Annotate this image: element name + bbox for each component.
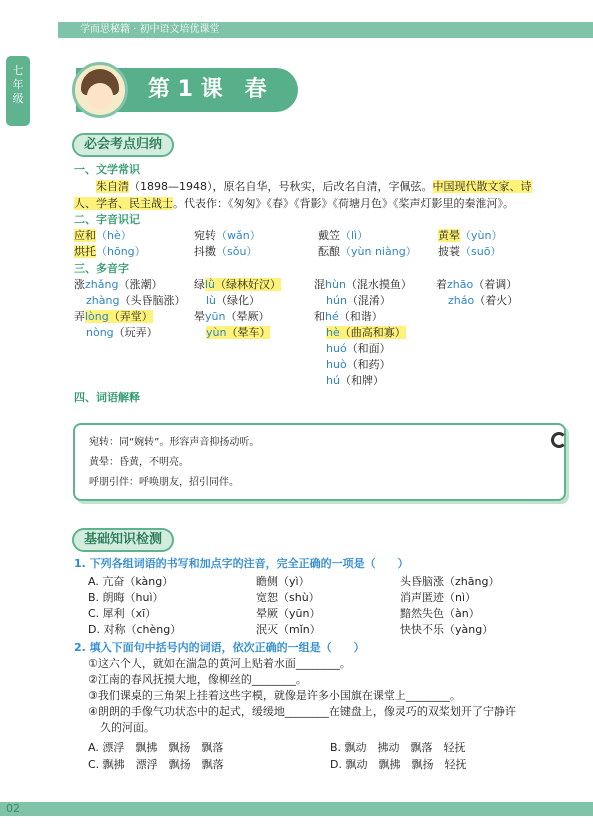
polyphone-word: （涨潮） [118, 278, 163, 291]
polyphone-char: 着 [436, 278, 447, 291]
option-cell: D. 对称（chèng） [88, 623, 182, 636]
polyphone-item [314, 341, 391, 356]
lit-text-1: （1898—1948），原名自华，号秋实，后改名自清，字佩弦。 [129, 180, 433, 193]
page-number: 02 [6, 802, 20, 815]
polyphone-word: （头昏脑涨） [119, 294, 186, 307]
polyphone-reading [206, 294, 260, 307]
lit-highlight-2: 人、学者、民主战士 [74, 197, 173, 210]
polyphone-item [314, 293, 391, 308]
polyphone-item [74, 325, 158, 340]
polyphone-reading [325, 310, 383, 323]
pron-pinyin: （hōng） [96, 245, 146, 258]
girl-avatar-icon [72, 62, 128, 118]
polyphone-reading [326, 342, 391, 355]
polyphone-pinyin: zhàng [86, 294, 120, 307]
pron-word: 应和 [74, 229, 96, 242]
definition-3: 呼朋引伴：呼唤朋友，招引同伴。 [89, 477, 239, 488]
polyphone-reading [326, 374, 384, 387]
polyphone-char: 绿 [194, 278, 205, 291]
polyphone-reading [85, 310, 153, 323]
answer-option: B. 飘动 拂动 飘落 轻抚 [330, 741, 466, 754]
answer-option: C. 飘拂 漂浮 飘扬 飘落 [88, 758, 224, 771]
polyphone-word: （晕车） [226, 326, 271, 339]
polyphone-pinyin: yūn [205, 310, 226, 323]
pron-item [194, 228, 261, 243]
option-cell: 黯然失色（àn） [400, 607, 480, 620]
polyphone-word: （着火） [474, 294, 519, 307]
option-cell: C. 犀利（xī） [88, 607, 157, 620]
polyphone-word: （混水摸鱼） [345, 278, 412, 291]
vocab-definition-box [73, 423, 566, 501]
polyphone-reading [326, 358, 391, 371]
polyphone-pinyin: lù [206, 294, 217, 307]
pron-pinyin: （yùn niàng） [340, 245, 417, 258]
polyphone-reading [447, 278, 517, 291]
author-name: 朱自清 [96, 180, 129, 193]
question-2-sentence-4-cont: 久的河面。 [100, 721, 155, 734]
polyphone-pinyin: zháo [448, 294, 475, 307]
pron-word: 披蓑 [438, 245, 460, 258]
polyphone-reading [86, 294, 185, 307]
pron-item [194, 244, 257, 259]
question-2-sentence-3: ③我们课桌的三角架上挂着这些字模，就像是许多小国旗在课堂上________。 [88, 689, 461, 702]
question-2-sentence-4: ④朗朗的手像气功状态中的起式，缓缓地________在键盘上，像灵巧的双桨划开了宁静许 [88, 705, 516, 718]
polyphone-item [314, 277, 412, 292]
lit-line-2 [74, 196, 514, 211]
option-cell: 晕厥（yūn） [256, 607, 321, 620]
pron-item [74, 244, 146, 259]
polyphone-reading [326, 326, 406, 339]
grade-char: 七 [12, 64, 24, 77]
polyphone-char: 和 [314, 310, 325, 323]
polyphone-item [194, 309, 269, 324]
answer-option: D. 飘动 飘拂 飘扬 轻抚 [330, 758, 467, 771]
polyphone-item [436, 277, 517, 292]
answer-option: A. 漂浮 飘拂 飘扬 飘落 [88, 741, 224, 754]
pron-word: 酝酿 [318, 245, 340, 258]
polyphone-reading [205, 310, 269, 323]
polyphone-word: （和药） [346, 358, 391, 371]
option-cell: 泯灭（mǐn） [256, 623, 321, 636]
lit-highlight-1: 中国现代散文家、诗 [432, 180, 532, 193]
polyphone-pinyin: hè [326, 326, 340, 339]
pron-item [74, 228, 132, 243]
polyphone-pinyin: lǜ [205, 278, 216, 291]
pron-pinyin: （hè） [96, 229, 132, 242]
polyphone-word: （晕厥） [225, 310, 270, 323]
pron-word: 烘托 [74, 245, 96, 258]
pron-pinyin: （lì） [340, 229, 369, 242]
polyphone-word: （玩弄） [113, 326, 158, 339]
polyphone-word: （和谐） [338, 310, 383, 323]
polyphone-reading [206, 326, 270, 339]
page-footer [0, 796, 593, 825]
grade-char: 年 [12, 78, 24, 91]
polyphone-char: 涨 [74, 278, 85, 291]
header-strip: 学而思秘籍 · 初中语文培优课堂 [58, 22, 593, 38]
polyphone-item [74, 293, 185, 308]
polyphone-item [314, 309, 383, 324]
lit-text-2: 。代表作：《匆匆》《春》《背影》《荷塘月色》《桨声灯影里的秦淮河》。 [173, 197, 514, 210]
question-1-stem: 1. 下列各组词语的书写和加点字的注音，完全正确的一项是（ ） [74, 557, 409, 570]
polyphone-word: （弄堂） [108, 310, 153, 323]
top-header [0, 0, 593, 40]
grade-char: 级 [12, 92, 24, 105]
pron-item [438, 244, 501, 259]
polyphone-reading [326, 294, 391, 307]
polyphone-heading: 三、多音字 [74, 262, 129, 275]
polyphone-pinyin: huò [326, 358, 347, 371]
polyphone-pinyin: zhāo [447, 278, 474, 291]
polyphone-pinyin: hé [325, 310, 339, 323]
polyphone-item [74, 309, 153, 324]
option-cell: 消声匿迹（nì） [400, 591, 477, 604]
polyphone-item [194, 277, 281, 292]
polyphone-char: 混 [314, 278, 325, 291]
lit-line-1 [96, 179, 532, 194]
definition-2: 黄晕：昏黄，不明亮。 [89, 457, 189, 468]
option-cell: A. 亢奋（kàng） [88, 575, 174, 588]
pron-item [318, 228, 368, 243]
question-2-sentence-1: ①这六个人，就如在湍急的黄河上贴着水面________。 [88, 657, 351, 670]
pron-pinyin: （yùn） [460, 229, 503, 242]
option-cell: 瞻侧（yì） [256, 575, 310, 588]
polyphone-word: （和牌） [339, 374, 384, 387]
section-heading-summary: 必会考点归纳 [72, 133, 174, 157]
pron-pinyin: （wǎn） [216, 229, 261, 242]
lesson-title: 第 1 课 春 [76, 68, 298, 112]
polyphone-pinyin: hùn [325, 278, 346, 291]
polyphone-item [194, 293, 260, 308]
polyphone-word: （着调） [473, 278, 518, 291]
question-2-stem: 2. 填入下面句中括号内的词语，依次正确的一组是（ ） [74, 641, 365, 654]
pron-pinyin: （sǒu） [216, 245, 258, 258]
polyphone-word: （绿化） [216, 294, 261, 307]
pron-heading: 二、字音识记 [74, 213, 140, 226]
option-cell: 快快不乐（yàng） [400, 623, 494, 636]
polyphone-pinyin: lòng [85, 310, 109, 323]
polyphone-word: （和面） [346, 342, 391, 355]
polyphone-char: 弄 [74, 310, 85, 323]
polyphone-pinyin: yùn [206, 326, 227, 339]
polyphone-reading [86, 326, 158, 339]
polyphone-reading [325, 278, 412, 291]
vocab-heading: 四、词语解释 [74, 391, 140, 404]
polyphone-pinyin: nòng [86, 326, 114, 339]
polyphone-word: （绿林好汉） [215, 278, 282, 291]
option-cell: 头昏脑涨（zhāng） [400, 575, 500, 588]
polyphone-pinyin: hú [326, 374, 340, 387]
pron-pinyin: （suō） [460, 245, 502, 258]
polyphone-reading [205, 278, 281, 291]
polyphone-pinyin: huó [326, 342, 347, 355]
polyphone-char: 晕 [194, 310, 205, 323]
pron-word: 宛转 [194, 229, 216, 242]
polyphone-word: （曲高和寡） [339, 326, 406, 339]
polyphone-item [314, 325, 406, 340]
option-cell: B. 朗晦（huì） [88, 591, 164, 604]
section-heading-check: 基础知识检测 [72, 528, 174, 552]
polyphone-pinyin: hún [326, 294, 347, 307]
question-2-sentence-2: ②江南的春风抚摸大地，像柳丝的________。 [88, 673, 307, 686]
lit-heading: 一、文学常识 [74, 163, 140, 176]
pron-item [318, 244, 417, 259]
polyphone-item [74, 277, 162, 292]
pron-word: 戴笠 [318, 229, 340, 242]
option-cell: 宽恕（shù） [256, 591, 320, 604]
footer-bar [0, 802, 593, 816]
polyphone-reading [85, 278, 162, 291]
note-curl-icon [551, 432, 567, 448]
polyphone-item [436, 293, 518, 308]
polyphone-item [314, 357, 391, 372]
pron-word: 黄晕 [438, 229, 460, 242]
grade-tab [6, 56, 30, 126]
pron-item [438, 228, 502, 243]
pron-word: 抖擞 [194, 245, 216, 258]
polyphone-word: （混淆） [346, 294, 391, 307]
polyphone-pinyin: zhǎng [85, 278, 119, 291]
polyphone-item [194, 325, 270, 340]
definition-1: 宛转：同“婉转”。形容声音抑扬动听。 [89, 437, 260, 448]
polyphone-item [314, 373, 384, 388]
polyphone-reading [448, 294, 518, 307]
